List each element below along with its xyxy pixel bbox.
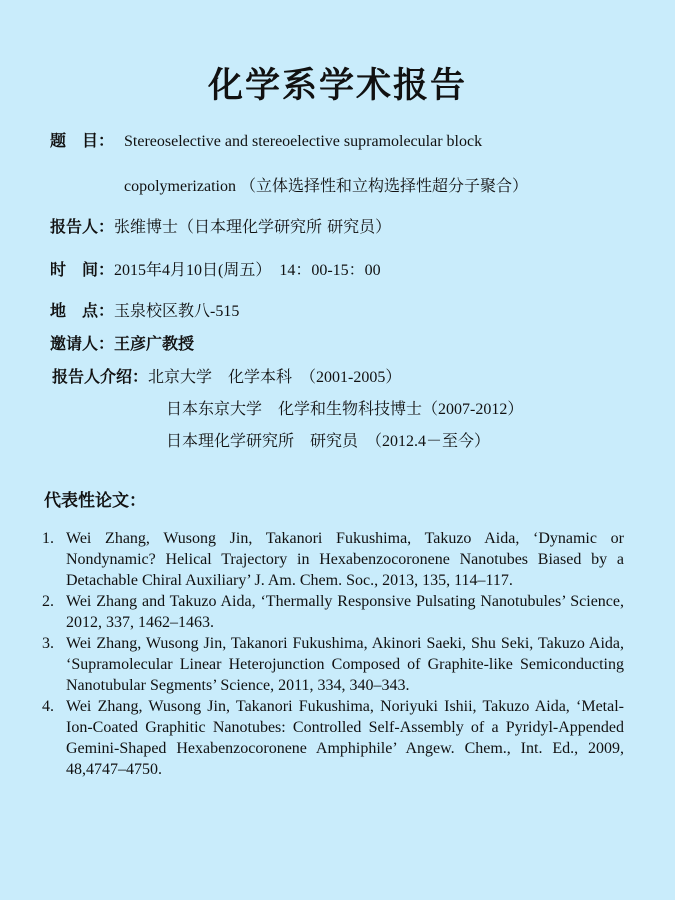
paper-item — [42, 633, 624, 696]
bio-item: 日本东京大学 化学和生物科技博士（2007-2012） — [166, 401, 524, 418]
time-row — [50, 257, 381, 280]
bio-row — [52, 364, 401, 387]
paper-number: 4. — [42, 698, 54, 715]
paper-number: 3. — [42, 635, 54, 652]
topic-line-1: Stereoselective and stereoelective supramolecular block — [124, 133, 483, 150]
place-value: 玉泉校区教八-515 — [114, 303, 240, 320]
bio-label: 报告人介绍： — [52, 367, 149, 386]
page-title: 化学系学术报告 — [207, 66, 467, 106]
place-row — [50, 298, 239, 321]
topic-row — [50, 128, 482, 151]
papers-list — [42, 528, 624, 780]
paper-number: 1. — [42, 530, 54, 547]
bio-item: 北京大学 化学本科 （2001-2005） — [148, 369, 402, 386]
paper-item — [42, 591, 624, 633]
time-label: 时 间： — [50, 260, 115, 279]
time-value: 2015年4月10日(周五） 14：00-15：00 — [114, 262, 381, 279]
papers-heading: 代表性论文： — [44, 491, 146, 511]
paper-item — [42, 696, 624, 780]
host-row — [50, 331, 194, 354]
paper-text: Wei Zhang, Wusong Jin, Takanori Fukushima, Noriyuki Ishii, Takuzo Aida, ‘Metal-Ion-Coated Graphitic Nanotubes: Controlled Self-Assembly of a Pyridyl-Appended Gemini-Shaped Hexabenzocoronene Amphiphile’ Angew. Chem., Int. Ed., 2009, 48,4747–4750. — [66, 698, 624, 778]
paper-number: 2. — [42, 593, 54, 610]
bio-item: 日本理化学研究所 研究员 （2012.4－至今） — [166, 433, 491, 450]
place-label: 地 点： — [50, 301, 115, 320]
speaker-value: 张维博士（日本理化学研究所 研究员） — [114, 217, 392, 236]
topic-label: 题 目： — [50, 131, 115, 150]
paper-text: Wei Zhang, Wusong Jin, Takanori Fukushima, Takuzo Aida, ‘Dynamic or Nondynamic? Helical Trajectory in Hexabenzocoronene Nanotubes Biased by a Detachable Chiral Auxiliary’ J. Am. Chem. Soc., 2013, 135, 114–117. — [66, 530, 624, 589]
paper-text: Wei Zhang, Wusong Jin, Takanori Fukushima, Akinori Saeki, Shu Seki, Takuzo Aida, ‘Supramolecular Linear Heterojunction Composed of Graphite-like Semiconducting Nanotubular Segments’ Science, 2011, 334, 340–343. — [66, 635, 624, 694]
host-value: 王彦广教授 — [114, 334, 195, 353]
speaker-label: 报告人： — [50, 217, 115, 236]
speaker-row — [50, 214, 391, 237]
host-label: 邀请人： — [50, 334, 115, 353]
paper-item — [42, 528, 624, 591]
topic-line-2: copolymerization （立体选择性和立构选择性超分子聚合） — [124, 178, 528, 195]
paper-text: Wei Zhang and Takuzo Aida, ‘Thermally Responsive Pulsating Nanotubules’ Science, 2012, 337, 1462–1463. — [66, 593, 624, 631]
